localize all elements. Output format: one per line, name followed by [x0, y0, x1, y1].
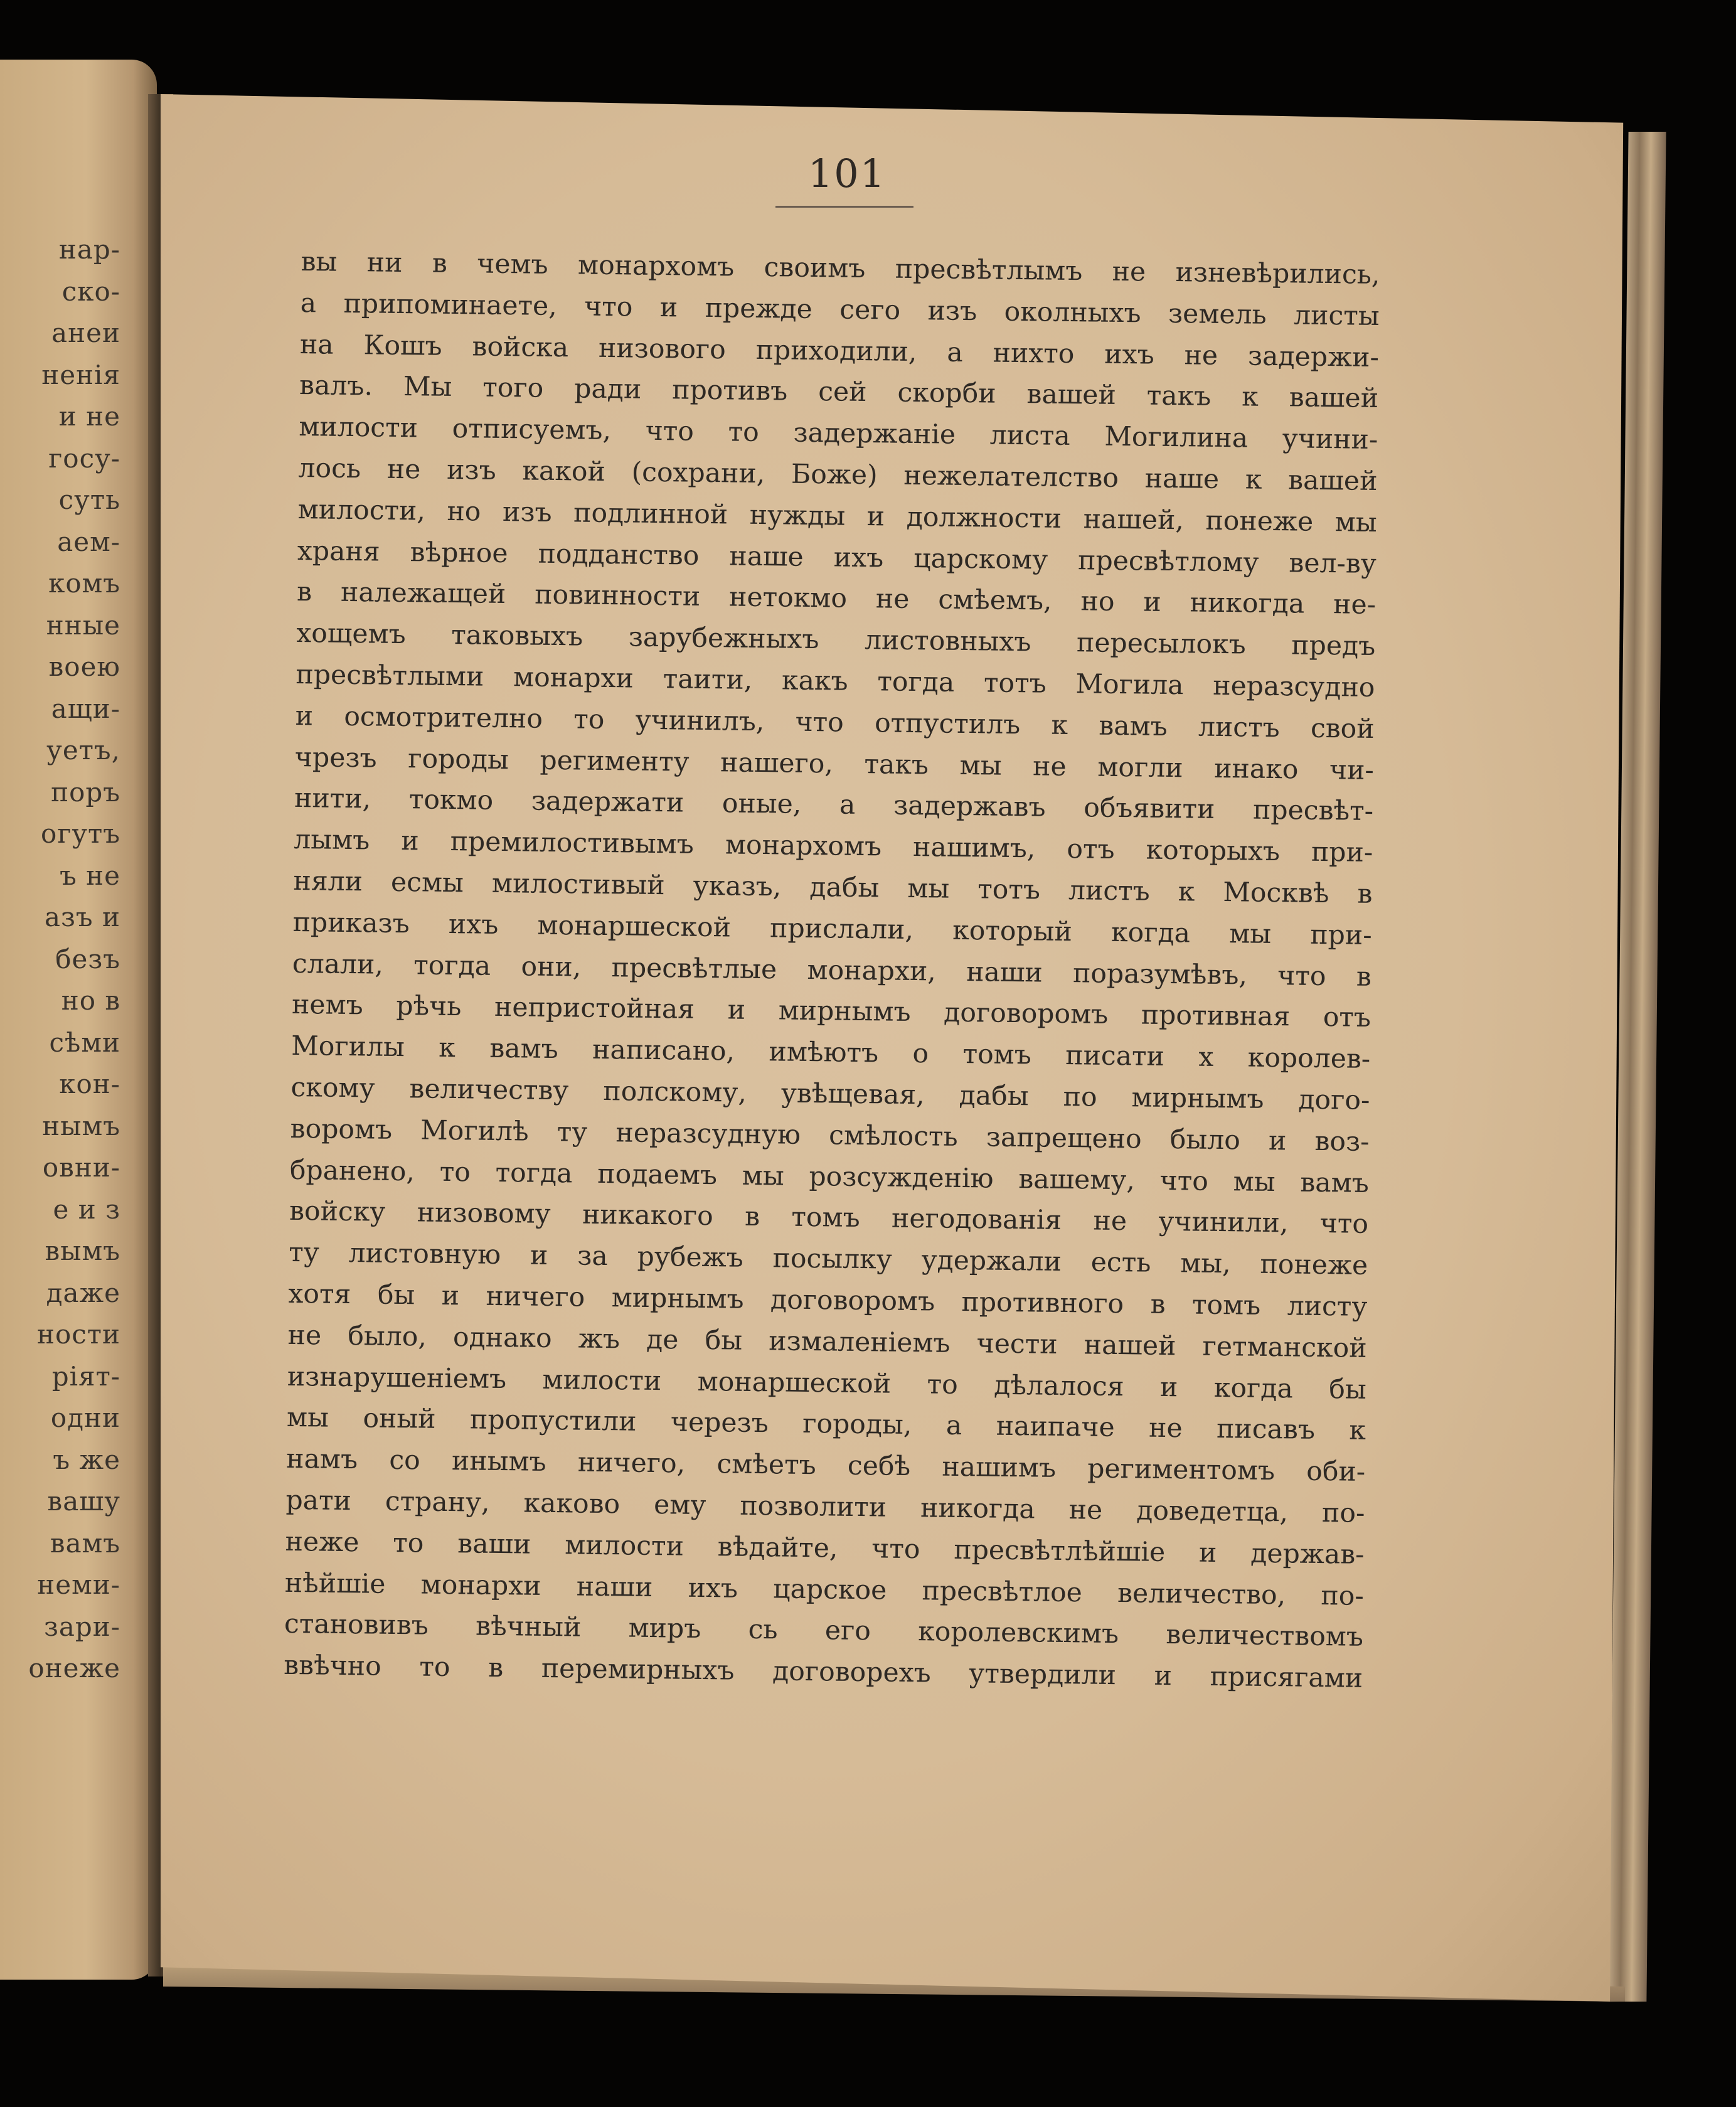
- text-line: не было, однако жъ де бы измаленіемъ чести нашей гетманской: [287, 1320, 1367, 1364]
- previous-page-line: е и з: [53, 1193, 120, 1225]
- previous-page-line: вашу: [47, 1486, 120, 1517]
- previous-page-line: нымъ: [42, 1110, 120, 1141]
- previous-page-line: овни-: [42, 1152, 120, 1183]
- text-line: приказъ ихъ монаршеской прислали, который когда мы при-: [292, 907, 1372, 951]
- text-line: валъ. Мы того ради противъ сей скорби вашей такъ к вашей: [299, 370, 1379, 415]
- text-line: храня вѣрное подданство наше ихъ царскому пресвѣтлому вел-ву: [297, 535, 1377, 580]
- previous-page-line: суть: [58, 484, 120, 515]
- text-line: хотя бы и ничего мирнымъ договоромъ противного в томъ листу: [288, 1278, 1368, 1323]
- text-line: мы оный пропустили черезъ городы, а наипаче не писавъ к: [286, 1402, 1366, 1447]
- previous-page-line: анеи: [51, 317, 120, 348]
- previous-page-line: зари-: [43, 1611, 120, 1642]
- text-line: в належащей повинности нетокмо не смѣемъ, но и никогда не-: [296, 577, 1377, 621]
- text-line: милости отписуемъ, что то задержаніе листа Могилина учини-: [299, 412, 1378, 456]
- previous-page-line: нар-: [58, 234, 120, 265]
- text-line: войску низовому никакого в томъ негодованія не учинили, что: [289, 1196, 1369, 1240]
- text-line: ту листовную и за рубежъ посылку удержали есть мы, понеже: [289, 1237, 1368, 1282]
- text-line: вы ни в чемъ монархомъ своимъ пресвѣтлымъ не изневѣрились,: [301, 246, 1380, 291]
- previous-page-line: но в: [61, 985, 120, 1016]
- text-line: чрезъ городы регименту нашего, такъ мы не могли инако чи-: [294, 742, 1375, 786]
- previous-page-line: нные: [46, 609, 120, 641]
- previous-page-line: безъ: [55, 943, 120, 974]
- text-line: слали, тогда они, пресвѣтлые монархи, наши поразумѣвъ, что в: [292, 948, 1372, 993]
- previous-page-line: госу-: [48, 442, 120, 474]
- previous-page-line: ъ не: [60, 860, 120, 891]
- text-line: лось не изъ какой (сохрани, Боже) нежелателство наше к вашей: [298, 452, 1378, 497]
- text-line: пресвѣтлыми монархи таити, какъ тогда тотъ Могила неразсудно: [296, 659, 1375, 703]
- previous-page-line: ащи-: [51, 693, 120, 724]
- previous-page-line: ъ же: [53, 1444, 120, 1475]
- page-number: 101: [807, 151, 887, 196]
- previous-page: [0, 60, 157, 1980]
- previous-page-text: [0, 229, 120, 1690]
- previous-page-line: сѣми: [49, 1027, 120, 1058]
- text-line: милости, но изъ подлинной нужды и должности нашей, понеже мы: [297, 494, 1377, 538]
- previous-page-line: уетъ,: [46, 735, 120, 765]
- previous-page-line: комъ: [48, 568, 120, 599]
- page-body-text: [284, 242, 1380, 1700]
- previous-page-line: ности: [36, 1319, 120, 1350]
- previous-page-line: ненія: [41, 359, 120, 390]
- previous-page-line: даже: [46, 1277, 120, 1308]
- text-line: рати страну, каково ему позволити никогда не доведетца, по-: [285, 1485, 1365, 1529]
- previous-page-line: азъ и: [44, 902, 120, 932]
- previous-page-line: неми-: [37, 1569, 120, 1600]
- text-line: ввѣчно то в перемирныхъ договорехъ утвердили и присягами: [283, 1650, 1363, 1694]
- text-line: немъ рѣчь непристойная и мирнымъ договоромъ противная отъ: [291, 989, 1371, 1034]
- text-line: а припоминаете, что и прежде сего изъ околныхъ земель листы: [300, 287, 1380, 332]
- text-line: нити, токмо задержати оные, а задержавъ объявити пресвѣт-: [294, 783, 1374, 828]
- text-line: на Кошъ войска низового приходили, а нихто ихъ не задержи-: [299, 329, 1380, 373]
- previous-page-line: одни: [50, 1402, 120, 1433]
- previous-page-line: онеже: [28, 1653, 120, 1683]
- text-line: Могилы к вамъ написано, имѣютъ о томъ писати х королев-: [291, 1031, 1371, 1075]
- previous-page-line: кон-: [59, 1069, 120, 1099]
- previous-page-line: ско-: [61, 275, 120, 307]
- text-line: скому величеству полскому, увѣщевая, дабы по мирнымъ дого-: [290, 1072, 1370, 1116]
- text-line: лымъ и премилостивымъ монархомъ нашимъ, отъ которыхъ при-: [294, 824, 1373, 869]
- previous-page-line: поръ: [51, 776, 120, 808]
- text-line: намъ со инымъ ничего, смѣетъ себѣ нашимъ региментомъ оби-: [285, 1443, 1366, 1488]
- previous-page-line: и не: [58, 401, 120, 432]
- previous-page-line: воею: [48, 651, 120, 682]
- text-line: нѣйшіе монархи наши ихъ царское пресвѣтлое величество, по-: [284, 1567, 1365, 1612]
- text-line: неже то ваши милости вѣдайте, что пресвѣтлѣйшіе и держав-: [285, 1526, 1365, 1571]
- previous-page-line: вамъ: [50, 1527, 120, 1559]
- previous-page-line: огутъ: [41, 818, 120, 849]
- text-line: и осмотрително то учинилъ, что отпустилъ к вамъ листъ свой: [295, 700, 1375, 745]
- text-line: воромъ Могилѣ ту неразсудную смѣлость запрещено было и воз-: [290, 1113, 1370, 1158]
- page-number-rule: [775, 206, 913, 208]
- text-line: няли есмы милостивый указъ, дабы мы тотъ листъ к Москвѣ в: [293, 865, 1373, 910]
- previous-page-line: аем-: [57, 526, 120, 557]
- previous-page-line: вымъ: [45, 1235, 120, 1266]
- previous-page-line: ріят-: [51, 1360, 120, 1392]
- text-line: хощемъ таковыхъ зарубежныхъ листовныхъ пересылокъ предъ: [296, 618, 1376, 663]
- text-line: изнарушеніемъ милости монаршеской то дѣлалося и когда бы: [287, 1361, 1367, 1406]
- text-line: становивъ вѣчный миръ сь его королевскимъ величествомъ: [284, 1609, 1364, 1653]
- text-line: бранено, то тогда подаемъ мы розсужденію вашему, что мы вамъ: [289, 1155, 1370, 1199]
